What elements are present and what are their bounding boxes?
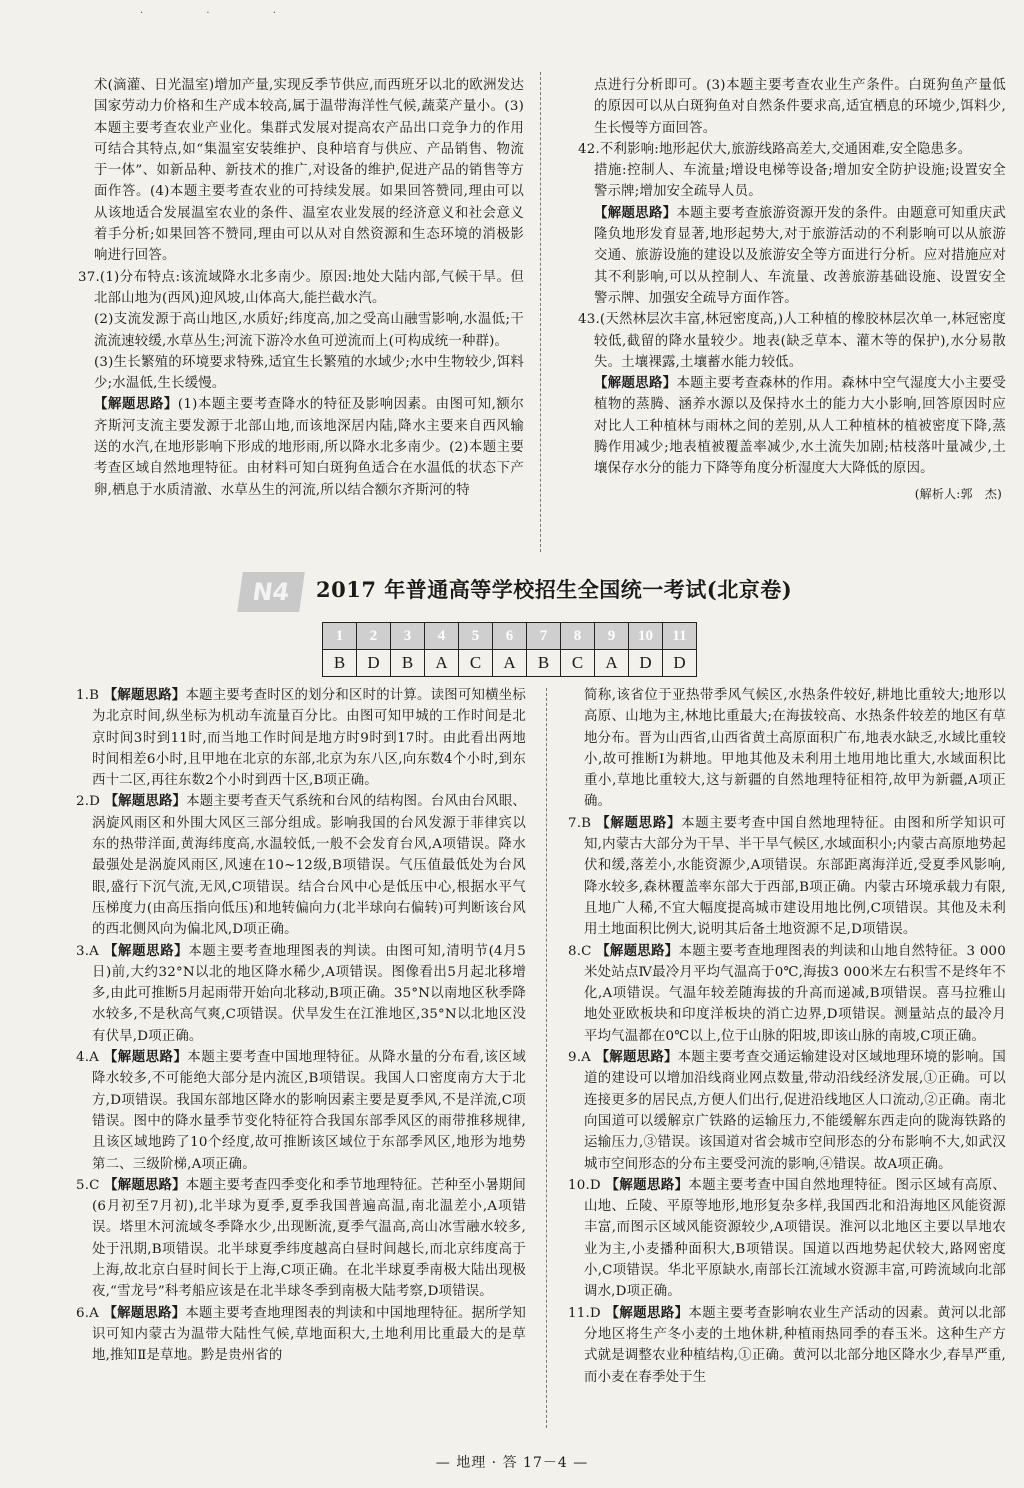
page-footer: — 地理 · 答 17－4 —	[435, 1455, 589, 1471]
analysis-tag: 【解题思路】	[103, 1304, 186, 1321]
paragraph-text: (2)支流发源于高山地区,水质好;纬度高,加之受高山融雪影响,水温低;干流流速较缓,水草丛生;河流下游冷水鱼可逆流而上(可构成统一种群)。	[94, 312, 524, 349]
answer-explanation	[76, 1175, 526, 1303]
question-number-cell: 9	[595, 623, 629, 650]
answer-explanation	[568, 685, 1006, 813]
answer-cell: D	[663, 650, 697, 677]
question-number: 7.B	[568, 815, 597, 831]
question-number-cell: 6	[493, 623, 527, 650]
paragraph-text: 措施:控制人、车流量;增设电梯等设备;增加安全防护设施;设置安全警示牌;增加安全疏导人员。	[594, 163, 1006, 200]
paragraph	[78, 352, 524, 395]
paragraph-text: (1)本题主要考查降水的特征及影响因素。由图可知,额尔齐斯河支流主要发源于北部山地,而该地深居内陆,降水主要来自西风输送的水汽,在地形影响下形成的地形雨,所以降水北多南少。(2)本题主要考查区域自然地理特征。由材料可知白斑狗鱼适合在水温低的状态下产卵,栖息于水质清澈、水草丛生的河流,所以结合额尔齐斯河的特	[94, 397, 525, 498]
answer-cell: C	[561, 650, 595, 677]
question-number-cell: 2	[357, 623, 391, 650]
analysis-tag: 【解题思路】	[103, 687, 186, 703]
answer-explanation	[568, 1047, 1006, 1175]
explanation-text: 本题主要考查四季变化和季节地理特征。芒种至小暑期间(6月初至7月初),北半球为夏季,夏季我国普遍高温,南北温差小,A项错误。塔里木河流域冬季降水少,出现断流,夏季气温高,高山冰雪融水较多,处于汛期,B项错误。北半球夏季纬度越高白昼时间越长,而北京纬度高于上海,故北京白昼时间长于上海,C项正确。在北半球夏季南极大陆出现极夜,“雪龙号”科考船应该是在北半球冬季到南极大陆考察,D项错误。	[92, 1177, 527, 1300]
paragraph-text: 37.(1)分布特点:该流域降水北多南少。原因:地处大陆内部,气候干旱。但北部山地为(西风)迎风坡,山体高大,能拦截水汽。	[78, 269, 524, 306]
paragraph	[78, 267, 524, 310]
question-number: 2.D	[76, 794, 105, 810]
answer-table-number-row	[323, 623, 697, 650]
answer-explanation	[76, 1047, 526, 1175]
answer-explanation	[76, 791, 526, 940]
section-badge: N4	[237, 572, 305, 612]
answer-table	[322, 622, 697, 677]
paragraph-text: 43.(天然林层次丰富,林冠密度高,)人工种植的橡胶林层次单一,林冠密度较低,截留的降水量较少。地表(缺乏草本、灌木等的保护),水分易散失。土壤裸露,土壤蓄水能力较低。	[578, 312, 1006, 370]
explanation-text: 本题主要考查中国自然地理特征。图示区域有高原、山地、丘陵、平原等地形,地形复杂多样,我国西北和沿海地区风能资源丰富,而图示区域风能资源较少,A项错误。淮河以北地区主要以旱地农业为主,小麦播种面积大,B项错误。国道以西地势起伏较大,路网密度小,C项错误。华北平原缺水,南部长江流域水资源丰富,可跨流域向北部调水,D项正确。	[584, 1177, 1006, 1300]
explanation-text: 本题主要考查地理图表的判读和山地自然特征。3 000米处站点Ⅳ最冷月平均气温高于0℃,海拔3 000米左右积雪不是终年不化,A项错误。气温年较差随海拔的升高而递减,B项错误。喜马拉雅山地处亚欧板块和印度洋板块的消亡边界,D项错误。测量站点的最冷月平均气温都在0℃以上,位于山脉的阳坡,即该山脉的南坡,C项正确。	[584, 943, 1006, 1044]
column-divider-top	[540, 72, 541, 552]
explanation-text: 本题主要考查天气系统和台风的结构图。台风由台风眼、涡旋风雨区和外围大风区三部分组成。影响我国的台风发源于菲律宾以东的热带洋面,黄海纬度高,水温较低,一般不会发育台风,A项错误。降水最强处是涡旋风雨区,风速在10~12级,B项错误。气压值最低处为台风眼,盛行下沉气流,无风,C项错误。结合台风中心是低压中心,根据水平气压梯度力(由高压指向低压)和地转偏向力(北半球向右偏转)可判断该台风的西北侧风向为偏北风,D项正确。	[92, 794, 527, 938]
exam-title: 2017 年普通高等学校招生全国统一考试(北京卷)	[316, 577, 793, 602]
explanation-text: 本题主要考查影响农业生产活动的因素。黄河以北部分地区将生产冬小麦的土地休耕,种植雨热同季的春玉米。这种生产方式就是调整农业种植结构,①正确。黄河以北部分地区降水少,春旱严重,而小麦在春季处于生	[584, 1305, 1006, 1385]
question-number: 9.A	[568, 1050, 596, 1066]
answer-cell: D	[629, 650, 663, 677]
paragraph-text: 本题主要考查旅游资源开发的条件。由题意可知重庆武隆负地形发育显著,地形起势大,对于旅游活动的不利影响可以从旅游交通、旅游设施的建设以及旅游安全等方面进行分析。应对措施应对其不利影响,可以从控制人、车流量、改善旅游基础设施、设置安全警示牌、加强安全疏导方面作答。	[594, 205, 1006, 306]
explanation-text: 本题主要考查中国地理特征。从降水量的分布看,该区域降水较多,不可能绝大部分是内流区,B项错误。我国人口密度南方大于北方,D项错误。我国东部地区降水的影响因素主要是夏季风,不是洋流,C项错误。图中的降水量季节变化特征符合我国东部季风区的雨带推移规律,且该区域地跨了10个经度,故可推断该区域位于东部季风区,地形为地势第二、三级阶梯,A项正确。	[92, 1050, 526, 1172]
paragraph	[578, 75, 1006, 139]
answer-cell: A	[493, 650, 527, 677]
answer-table-answer-row	[323, 650, 697, 677]
question-number: 11.D	[568, 1305, 606, 1321]
paragraph	[578, 309, 1006, 373]
analysis-tag: 【解题思路】	[104, 793, 187, 810]
column-divider-bottom	[546, 688, 547, 1428]
paragraph	[578, 203, 1006, 309]
paragraph-text: 本题主要考查森林的作用。森林中空气湿度大小主要受植物的蒸腾、涵养水源以及保持水土的能力大小影响,回答原因时应对比人工种植林与雨林之间的差别,从人工种植林的植被密度下降,蒸腾作用减少;地表植被覆盖率减少,水土流失加剧;枯枝落叶量减少,土壤保存水分的能力下降等角度分析湿度大大降低的原因。	[594, 376, 1006, 477]
paragraph	[578, 160, 1006, 203]
analysis-tag: 【解题思路】	[594, 375, 677, 392]
section-header	[240, 568, 1020, 616]
question-number-cell: 11	[663, 623, 697, 650]
analysis-tag: 【解题思路】	[103, 942, 189, 959]
analysis-tag: 【解题思路】	[605, 1304, 689, 1321]
explanation-text: 本题主要考查地理图表的判读。由图可知,清明节(4月5日)前,大约32°N以北的地区降水稀少,A项错误。图像看出5月起北移增多,由此可推断5月起雨带开始向北移动,B项正确。35°N以南地区秋季降水较多,不是秋高气爽,C项错误。伏旱发生在江淮地区,35°N以北地区没有伏旱,D项正确。	[92, 943, 526, 1044]
answer-cell: A	[425, 650, 459, 677]
analysis-tag: 【解题思路】	[594, 204, 677, 221]
analysis-tag: 【解题思路】	[605, 1176, 689, 1193]
analyst-signature: (解析人:郭 杰)	[914, 486, 1002, 501]
question-number-cell: 7	[527, 623, 561, 650]
question-number: 3.A	[76, 943, 104, 959]
top-right-column	[578, 75, 1006, 505]
scan-specks: · · ·	[140, 8, 306, 19]
analysis-tag: 【解题思路】	[104, 1176, 186, 1193]
question-number-cell: 1	[323, 623, 357, 650]
analysis-tag: 【解题思路】	[595, 1049, 678, 1066]
paragraph	[578, 373, 1006, 479]
analysis-tag: 【解题思路】	[94, 396, 178, 413]
explanation-text: 本题主要考查时区的划分和区时的计算。读图可知横坐标为北京时间,纵坐标为机动车流量百分比。由图可知甲城的工作时间是北京时间3时到11时,而当地工作时间是地方时9时到17时。由此看出两地时间相差6小时,且甲地在北京的东部,北京为东八区,向东数4个小时,到东西十二区,再往东数2个小时到西十区,B项正确。	[92, 688, 527, 789]
analysis-tag: 【解题思路】	[103, 1049, 188, 1066]
answer-explanation	[568, 941, 1006, 1047]
paragraph	[78, 394, 524, 500]
answer-cell: C	[459, 650, 493, 677]
question-number: 6.A	[76, 1305, 104, 1321]
answer-cell: B	[527, 650, 561, 677]
question-number-cell: 3	[391, 623, 425, 650]
bottom-right-column	[568, 685, 1006, 1388]
explanation-text: 简称,该省位于亚热带季风气候区,水热条件较好,耕地比重较大;地形以高原、山地为主,林地比重最大;在海拔较高、水热条件较差的地区有草地分布。晋为山西省,山西省黄土高原面积广布,地表水缺乏,水域比重较小,故可推断Ⅰ为耕地。甲地其他及未利用土地用地比重大,水域面积比重小,草地比重较大,这与新疆的自然地理特征相符,故甲为新疆,A项正确。	[584, 688, 1006, 810]
paragraph-text: 42.不利影响:地形起伏大,旅游线路高差大,交通困难,安全隐患多。	[578, 141, 972, 157]
answer-cell: B	[391, 650, 425, 677]
question-number: 5.C	[76, 1177, 105, 1193]
analysis-tag: 【解题思路】	[596, 942, 679, 959]
explanation-text: 本题主要考查地理图表的判读和中国地理特征。据所学知识可知内蒙古为温带大陆性气候,草地面积大,土地利用比重最大的是草地,推知Ⅱ是草地。黔是贵州省的	[92, 1305, 526, 1364]
paragraph-text: 点进行分析即可。(3)本题主要考查农业生产条件。白斑狗鱼产量低的原因可以从白斑狗鱼对自然条件要求高,适宜栖息的环境少,饵料少,生长慢等方面回答。	[594, 78, 1006, 136]
paragraph	[578, 139, 1006, 160]
paragraph	[78, 75, 524, 267]
paragraph-text: 术(滴灌、日光温室)增加产量,实现反季节供应,而西班牙以北的欧洲发达国家劳动力价格和生产成本较高,属于温带海洋性气候,蔬菜产量小。(3)本题主要考查农业产业化。集群式发展对提高农产品出口竞争力的作用可结合其特点,如“集温室安装维护、良种培育与供应、产品销售、物流于一体”、如新品种、新技术的推广,对设备的维护,促进产品的销售等方面作答。(4)本题主要考查农业的可持续发展。如果回答赞同,理由可以从该地适合发展温室农业的条件、温室农业发展的经济意义和社会意义着手分析;如果回答不赞同,理由可以从对自然资源和生态环境的消极影响进行回答。	[94, 78, 524, 264]
paragraph	[78, 309, 524, 352]
question-number-cell: 4	[425, 623, 459, 650]
answer-explanation	[76, 685, 526, 791]
explanation-text: 本题主要考查交通运输建设对区域地理环境的影响。国道的建设可以增加沿线商业网点数量,带动沿线经济发展,①正确。可以连接更多的居民点,方便人们出行,促进沿线地区人口流动,②正确。南北向国道可以缓解京广铁路的运输压力,不能缓解东西走向的陇海铁路的运输压力,③错误。该国道对省会城市空间形态的分布影响不大,如武汉城市空间形态的分布主要受河流的影响,④错误。故A项正确。	[584, 1050, 1006, 1172]
answer-explanation	[76, 941, 526, 1047]
answer-explanation	[568, 1175, 1006, 1303]
question-number-cell: 5	[459, 623, 493, 650]
answer-cell: B	[323, 650, 357, 677]
question-number: 8.C	[568, 943, 597, 959]
explanation-text: 本题主要考查中国自然地理特征。由图和所学知识可知,内蒙古大部分为干旱、半干旱气候区,水域面积小;内蒙古高原地势起伏和缓,落差小,水能资源少,A项错误。东部距离海洋近,受夏季风影响,降水较多,森林覆盖率东部大于西部,B项正确。内蒙古环境承载力有限,且地广人稀,不宜大幅度提高城市建设用地比例,C项错误。其他及未利用土地面积比例大,说明其后备土地资源不足,D项错误。	[584, 815, 1006, 938]
question-number: 10.D	[568, 1177, 606, 1193]
question-number-cell: 8	[561, 623, 595, 650]
question-number-cell: 10	[629, 623, 663, 650]
question-number: 4.A	[76, 1050, 104, 1066]
analysis-tag: 【解题思路】	[596, 814, 682, 831]
answer-cell: A	[595, 650, 629, 677]
answer-explanation	[76, 1303, 526, 1367]
top-left-column	[78, 75, 524, 501]
answer-explanation	[568, 1303, 1006, 1388]
bottom-left-column	[76, 685, 526, 1367]
paragraph-text: (3)生长繁殖的环境要求特殊,适宜生长繁殖的水域少;水中生物较少,饵料少;水温低,生长缓慢。	[94, 354, 524, 392]
question-number: 1.B	[76, 688, 104, 703]
answer-cell: D	[357, 650, 391, 677]
answer-explanation	[568, 813, 1006, 941]
